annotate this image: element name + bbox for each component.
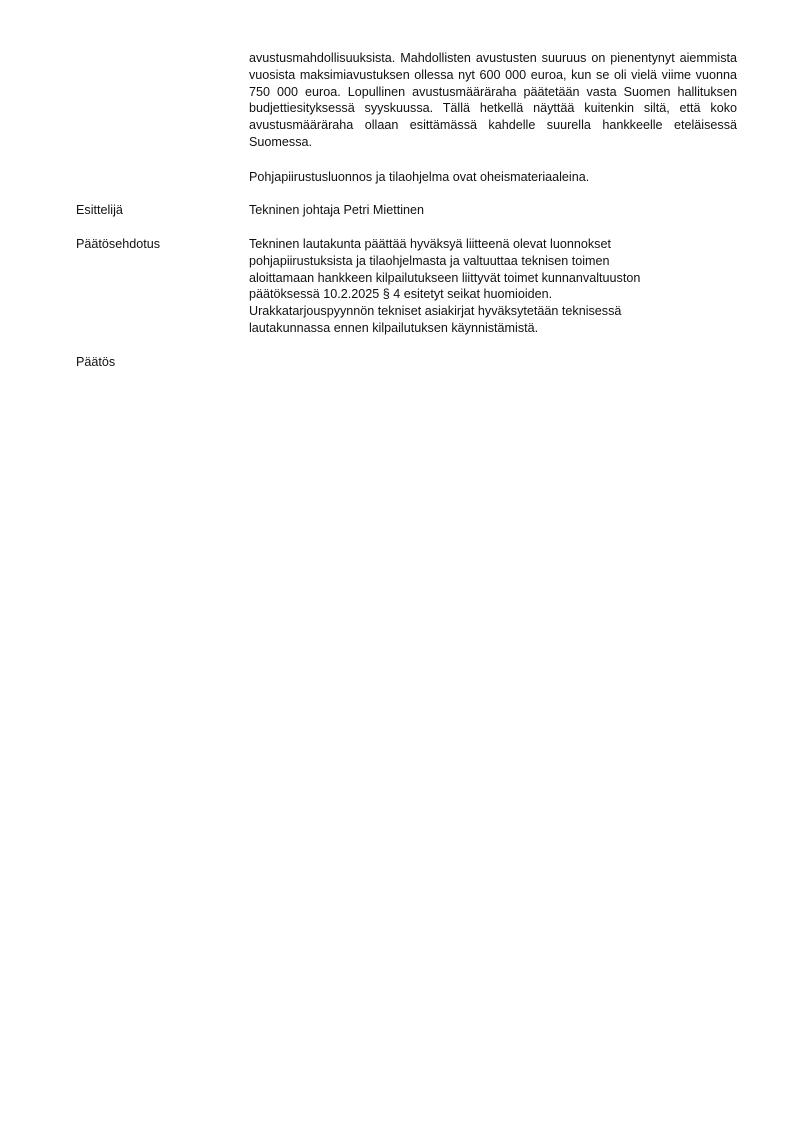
presenter-value: Tekninen johtaja Petri Miettinen (249, 203, 425, 217)
proposal-line: lautakunnassa ennen kilpailutuksen käynnistämistä. (249, 320, 539, 335)
attachments-note: Pohjapiirustusluonnos ja tilaohjelma ovat oheismateriaaleina. (249, 170, 590, 184)
intro-paragraph: avustusmahdollisuuksista. Mahdollisten avustusten suuruus on pienentynyt aiemmista vuosista maksimiavustuksen ollessa nyt 600 000 euroa, kun se oli vielä viime vuonna 750 000 euroa. Lopullinen avustusmääräraha päätetään vasta Suomen hallituksen budjettiesityksessä syyskuussa. Tällä hetkellä näyttää kuitenkin siltä, että koko avustusmääräraha ollaan esittämässä kahdelle suurella hankkeelle eteläisessä Suomessa. (249, 51, 737, 149)
proposal-line: Tekninen lautakunta päättää hyväksyä liitteenä olevat luonnokset (249, 237, 611, 251)
proposal-line: päätöksessä 10.2.2025 § 4 esitetyt seikat huomioiden. (249, 287, 553, 302)
decision-label: Päätös (76, 355, 116, 369)
proposal-line: pohjapiirustuksista ja tilaohjelmasta ja valtuuttaa teknisen toimen (249, 253, 610, 268)
proposal-line: Urakkatarjouspyynnön tekniset asiakirjat hyväksytetään teknisessä (249, 304, 622, 319)
proposal-label: Päätösehdotus (76, 237, 161, 251)
proposal-text (249, 236, 737, 337)
proposal-line: aloittamaan hankkeen kilpailutukseen liittyvät toimet kunnanvaltuuston (249, 270, 641, 285)
presenter-label: Esittelijä (76, 203, 123, 217)
